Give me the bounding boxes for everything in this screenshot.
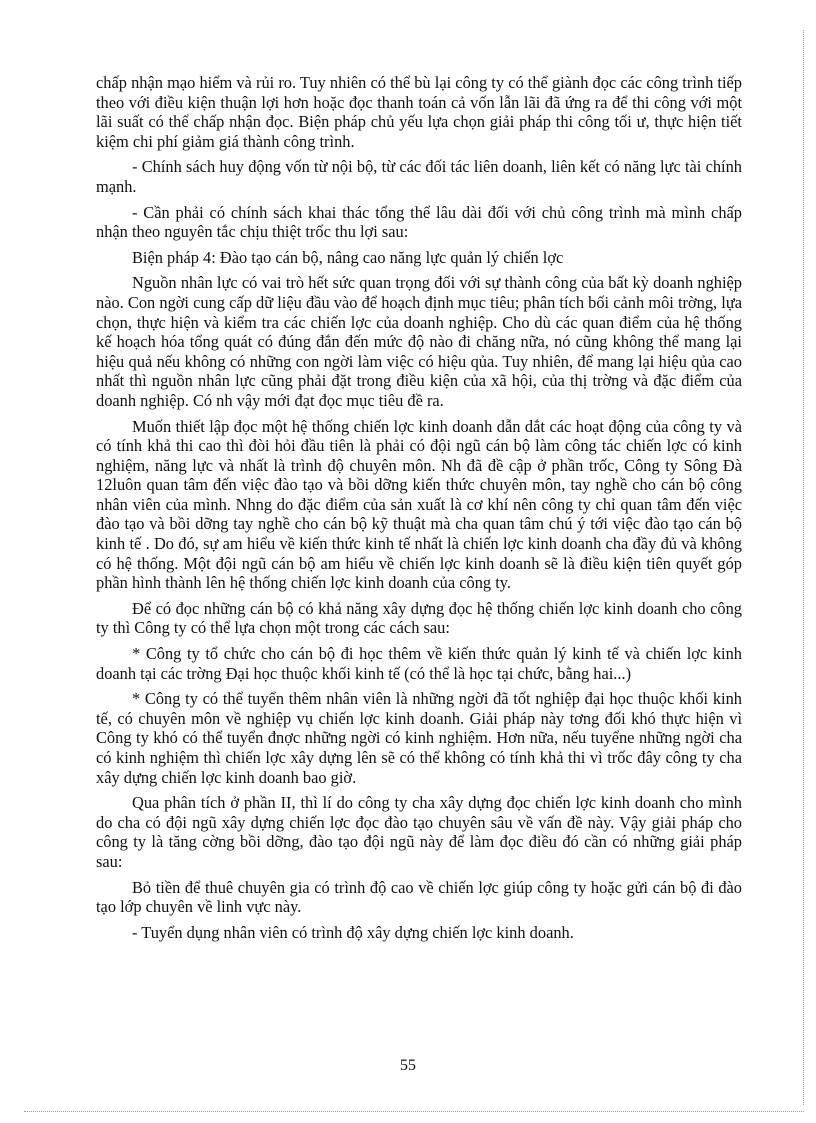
page-number: 55 xyxy=(400,1057,416,1074)
paragraph: - Cần phải có chính sách khai thác tổng thể lâu dài đối với chủ công trình mà mình chấp nhận theo nguyên tắc chịu thiệt trốc thu lợi sau: xyxy=(96,202,742,242)
paragraph: Muốn thiết lập đọc một hệ thống chiến lợc kinh doanh dẫn dắt các hoạt động của công ty và có tính khả thi cao thì đòi hỏi đầu tiên là phải có đội ngũ cán bộ làm công tác chiến lợc có kinh nghiệm, năng lực và nhất là trình độ chuyên môn. Nh đã đề cập ở phần trốc, Công ty Sông Đà 12luôn quan tâm đến việc đào tạo và bồi dỡng kiến thức chuyên môn, tay nghề cho cán bộ công nhân viên của mình. Nhng do đặc điểm của sản xuất là cơ khí nên công ty chỉ quan tâm đến việc đào tạo và bồi dỡng tay nghề cho cán bộ kỹ thuật mà cha quan tâm chú ý tới việc đào tạo cán bộ kinh tế . Do đó, sự am hiểu về kiến thức kinh tế nhất là chiến lợc kinh doanh cha đầy đủ và không có hệ thống. Một đội ngũ cán bộ am hiểu về chiến lợc kinh doanh sẽ là điều kiện tiên quyết góp phần hình thành lên hệ thống chiến lợc kinh doanh của công ty. xyxy=(96,416,742,593)
paragraph: - Tuyển dụng nhân viên có trình độ xây dựng chiến lợc kinh doanh. xyxy=(132,922,574,942)
page-border-bottom xyxy=(24,1111,804,1112)
page-border-right xyxy=(803,30,804,1105)
paragraph: * Công ty có thể tuyển thêm nhân viên là những ngời đã tốt nghiệp đại học thuộc khối kinh tế, có chuyên môn về nghiệp vụ chiến lợc kinh doanh. Giải pháp này tơng đối khó thực hiện vì Công ty khó có thể tuyển đnợc những ngời có kinh nghiệm. Hơn nữa, nếu tuyểne những ngời cha có kinh nghiệm thì chiến lợc xây dựng lên sẽ có thể không có tính khả thi vì trốc đây công ty cha xây dựng chiến lợc kinh doanh bao giờ. xyxy=(96,689,742,787)
paragraph: - Chính sách huy động vốn từ nội bộ, từ các đối tác liên doanh, liên kết có năng lực tài chính mạnh. xyxy=(96,157,742,196)
paragraph: Qua phân tích ở phần II, thì lí do công ty cha xây dựng đọc chiến lợc kinh doanh cho mình do cha có đội ngũ xây dựng chiến lợc đọc đào tạo chuyên sâu về vấn đề này. Vậy giải pháp cho công ty là tăng cờng bồi dỡng, đào tạo đội ngũ này để làm đọc điều đó cần có những giải pháp sau: xyxy=(96,793,742,871)
section-heading: Biện pháp 4: Đào tạo cán bộ, nâng cao năng lực quản lý chiến lợc xyxy=(132,247,564,267)
paragraph: * Công ty tổ chức cho cán bộ đi học thêm về kiến thức quản lý kinh tế và chiến lợc kinh doanh tại các trờng Đại học thuộc khối kinh tế (có thể là học tại chức, bằng hai...) xyxy=(96,644,742,683)
paragraph: Bỏ tiền để thuê chuyên gia có trình độ cao về chiến lợc giúp công ty hoặc gửi cán bộ đi đào tạo lớp chuyên về linh vực này. xyxy=(96,877,742,917)
paragraph: Nguồn nhân lực có vai trò hết sức quan trọng đối với sự thành công của bất kỳ doanh nghiệp nào. Con ngời cung cấp dữ liệu đầu vào để hoạch định mục tiêu; phân tích bối cảnh môi trờng, lựa chọn, thực hiện và kiểm tra các chiến lợc của doanh nghiệp. Cho dù các quan điểm của hệ thống kế hoạch hóa tổng quát có đúng đắn đến mức độ nào đi chăng nữa, nó cũng không thể mang lại hiệu quả nếu không có những con ngời làm việc có hiệu qủa. Tuy nhiên, để mang lại hiệu qủa cao nhất thì nguồn nhân lực cũng phải đặt trong điều kiện của xã hội, của thị trờng và đặc điểm của doanh nghiệp. Có nh vậy mới đạt đọc mục tiêu đề ra. xyxy=(96,273,742,410)
paragraph: Để có đọc những cán bộ có khả năng xây dựng đọc hệ thống chiến lợc kinh doanh cho công ty thì Công ty có thể lựa chọn một trong các cách sau: xyxy=(96,598,742,638)
body-text xyxy=(96,73,742,948)
paragraph: chấp nhận mạo hiểm và rủi ro. Tuy nhiên có thể bù lại công ty có thể giành đọc các công trình tiếp theo với điều kiện thuận lợi hơn hoặc đọc thanh toán cả vốn lẫn lãi đã ứng ra để thi công với một lãi suất có thể chấp nhận đọc. Biện pháp chủ yếu lựa chọn giải pháp thi công tối ư, thực hiện tiết kiệm chi phí giảm giá thành công trình. xyxy=(96,73,742,151)
